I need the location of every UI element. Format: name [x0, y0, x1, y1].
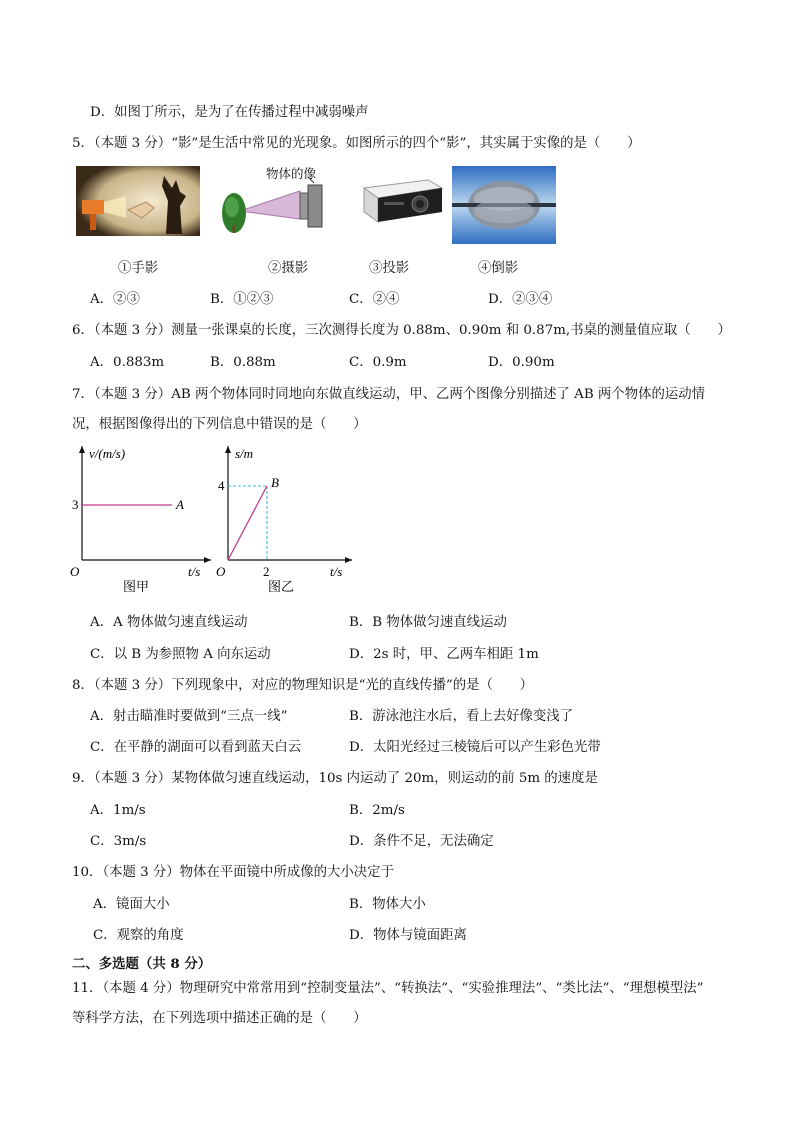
q10-option-a: A．镜面大小	[93, 897, 170, 912]
q11-stem-line2: 等科学方法，在下列选项中描述正确的是（ ）	[72, 1011, 367, 1026]
q5-option-c: C．②④	[349, 292, 400, 307]
graph-jia-ylabel: v/(m/s)	[89, 446, 126, 461]
q7-option-c: C．以 B 为参照物 A 向东运动	[90, 647, 271, 662]
q8-option-d: D．太阳光经过三棱镜后可以产生彩色光带	[349, 740, 601, 755]
q9-option-c: C．3m/s	[90, 834, 147, 849]
q9-option-b: B．2m/s	[349, 803, 405, 818]
q8-stem: 8．（本题 3 分）下列现象中，对应的物理知识是“光的直线传播”的是（ ）	[72, 678, 534, 693]
graph-yi-ylabel: s/m	[235, 446, 254, 461]
q6-stem: 6．（本题 3 分）测量一张课桌的长度，三次测得长度为 0.88m、0.90m 和 0.87m,书桌的测量值应取（ ）	[72, 323, 731, 338]
q7-stem-line2: 况，根据图像得出的下列信息中错误的是（ ）	[72, 417, 367, 432]
section-2-title: 二、多选题（共 8 分）	[72, 956, 212, 972]
q8-option-c: C．在平静的湖面可以看到蓝天白云	[90, 740, 302, 755]
q8-option-a: A．射击瞄准时要做到“三点一线”	[90, 709, 288, 724]
q5-stem: 5．（本题 3 分）“影”是生活中常见的光现象。如图所示的四个“影”，其实属于实像的是（ ）	[72, 136, 641, 151]
q7-option-b: B．B 物体做匀速直线运动	[349, 615, 507, 630]
q6-option-a: A．0.883m	[90, 355, 165, 370]
graph-jia-xlabel: t/s	[188, 564, 201, 579]
graph-jia-line-label: A	[176, 497, 184, 512]
graph-yi-line	[228, 486, 267, 560]
q10-option-d: D．物体与镜面距离	[349, 928, 467, 943]
graph-jia-ytick: 3	[72, 497, 79, 512]
graph-yi	[212, 440, 362, 600]
camera-image	[218, 165, 338, 237]
graph-yi-xlabel: t/s	[330, 564, 343, 579]
q9-option-a: A．1m/s	[90, 803, 146, 818]
q11-stem-line1: 11．（本题 4 分）物理研究中常常用到“控制变量法”、“转换法”、“实验推理法”、“类比法”、“理想模型法”	[72, 981, 704, 996]
q7-stem-line1: 7．（本题 3 分）AB 两个物体同时同地向东做直线运动，甲、乙两个图像分别描述了 AB 两个物体的运动情	[72, 387, 706, 402]
q7-option-d: D．2s 时，甲、乙两车相距 1m	[349, 647, 539, 662]
q5-option-b: B．①②③	[210, 292, 274, 307]
q4-option-d: D．如图丁所示，是为了在传播过程中减弱噪声	[90, 105, 369, 120]
q9-option-d: D．条件不足，无法确定	[349, 834, 494, 849]
q5-caption-2: ②摄影	[268, 261, 309, 276]
graph-jia-caption: 图甲	[123, 580, 150, 595]
q6-option-d: D．0.90m	[488, 355, 555, 370]
q5-caption-3: ③投影	[369, 261, 410, 276]
q10-option-c: C．观察的角度	[93, 928, 184, 943]
graph-jia-origin: O	[70, 564, 80, 579]
q9-stem: 9．（本题 3 分）某物体做匀速直线运动，10s 内运动了 20m，则运动的前 5m 的速度是	[72, 771, 598, 786]
q5-caption-1: ①手影	[118, 261, 159, 276]
graph-jia	[66, 440, 216, 600]
q5-option-d: D．②③④	[488, 292, 553, 307]
q5-caption-4: ④倒影	[478, 261, 519, 276]
reflection-image	[452, 166, 556, 244]
q10-option-b: B．物体大小	[349, 897, 426, 912]
q6-option-c: C．0.9m	[349, 355, 407, 370]
graph-yi-xtick: 2	[263, 564, 270, 579]
graph-yi-caption: 图乙	[268, 580, 295, 595]
hand-shadow-image	[76, 166, 200, 236]
projector-image	[358, 176, 444, 228]
graph-yi-origin: O	[216, 564, 226, 579]
graph-yi-point-label: B	[271, 475, 279, 490]
image-caption: 物体的像	[266, 166, 317, 181]
q10-stem: 10．（本题 3 分）物体在平面镜中所成像的大小决定于	[72, 865, 394, 880]
q8-option-b: B．游泳池注水后，看上去好像变浅了	[349, 709, 574, 724]
q7-option-a: A．A 物体做匀速直线运动	[90, 615, 248, 630]
graph-yi-ytick: 4	[218, 478, 225, 493]
q6-option-b: B．0.88m	[210, 355, 276, 370]
q5-option-a: A．②③	[90, 292, 140, 307]
